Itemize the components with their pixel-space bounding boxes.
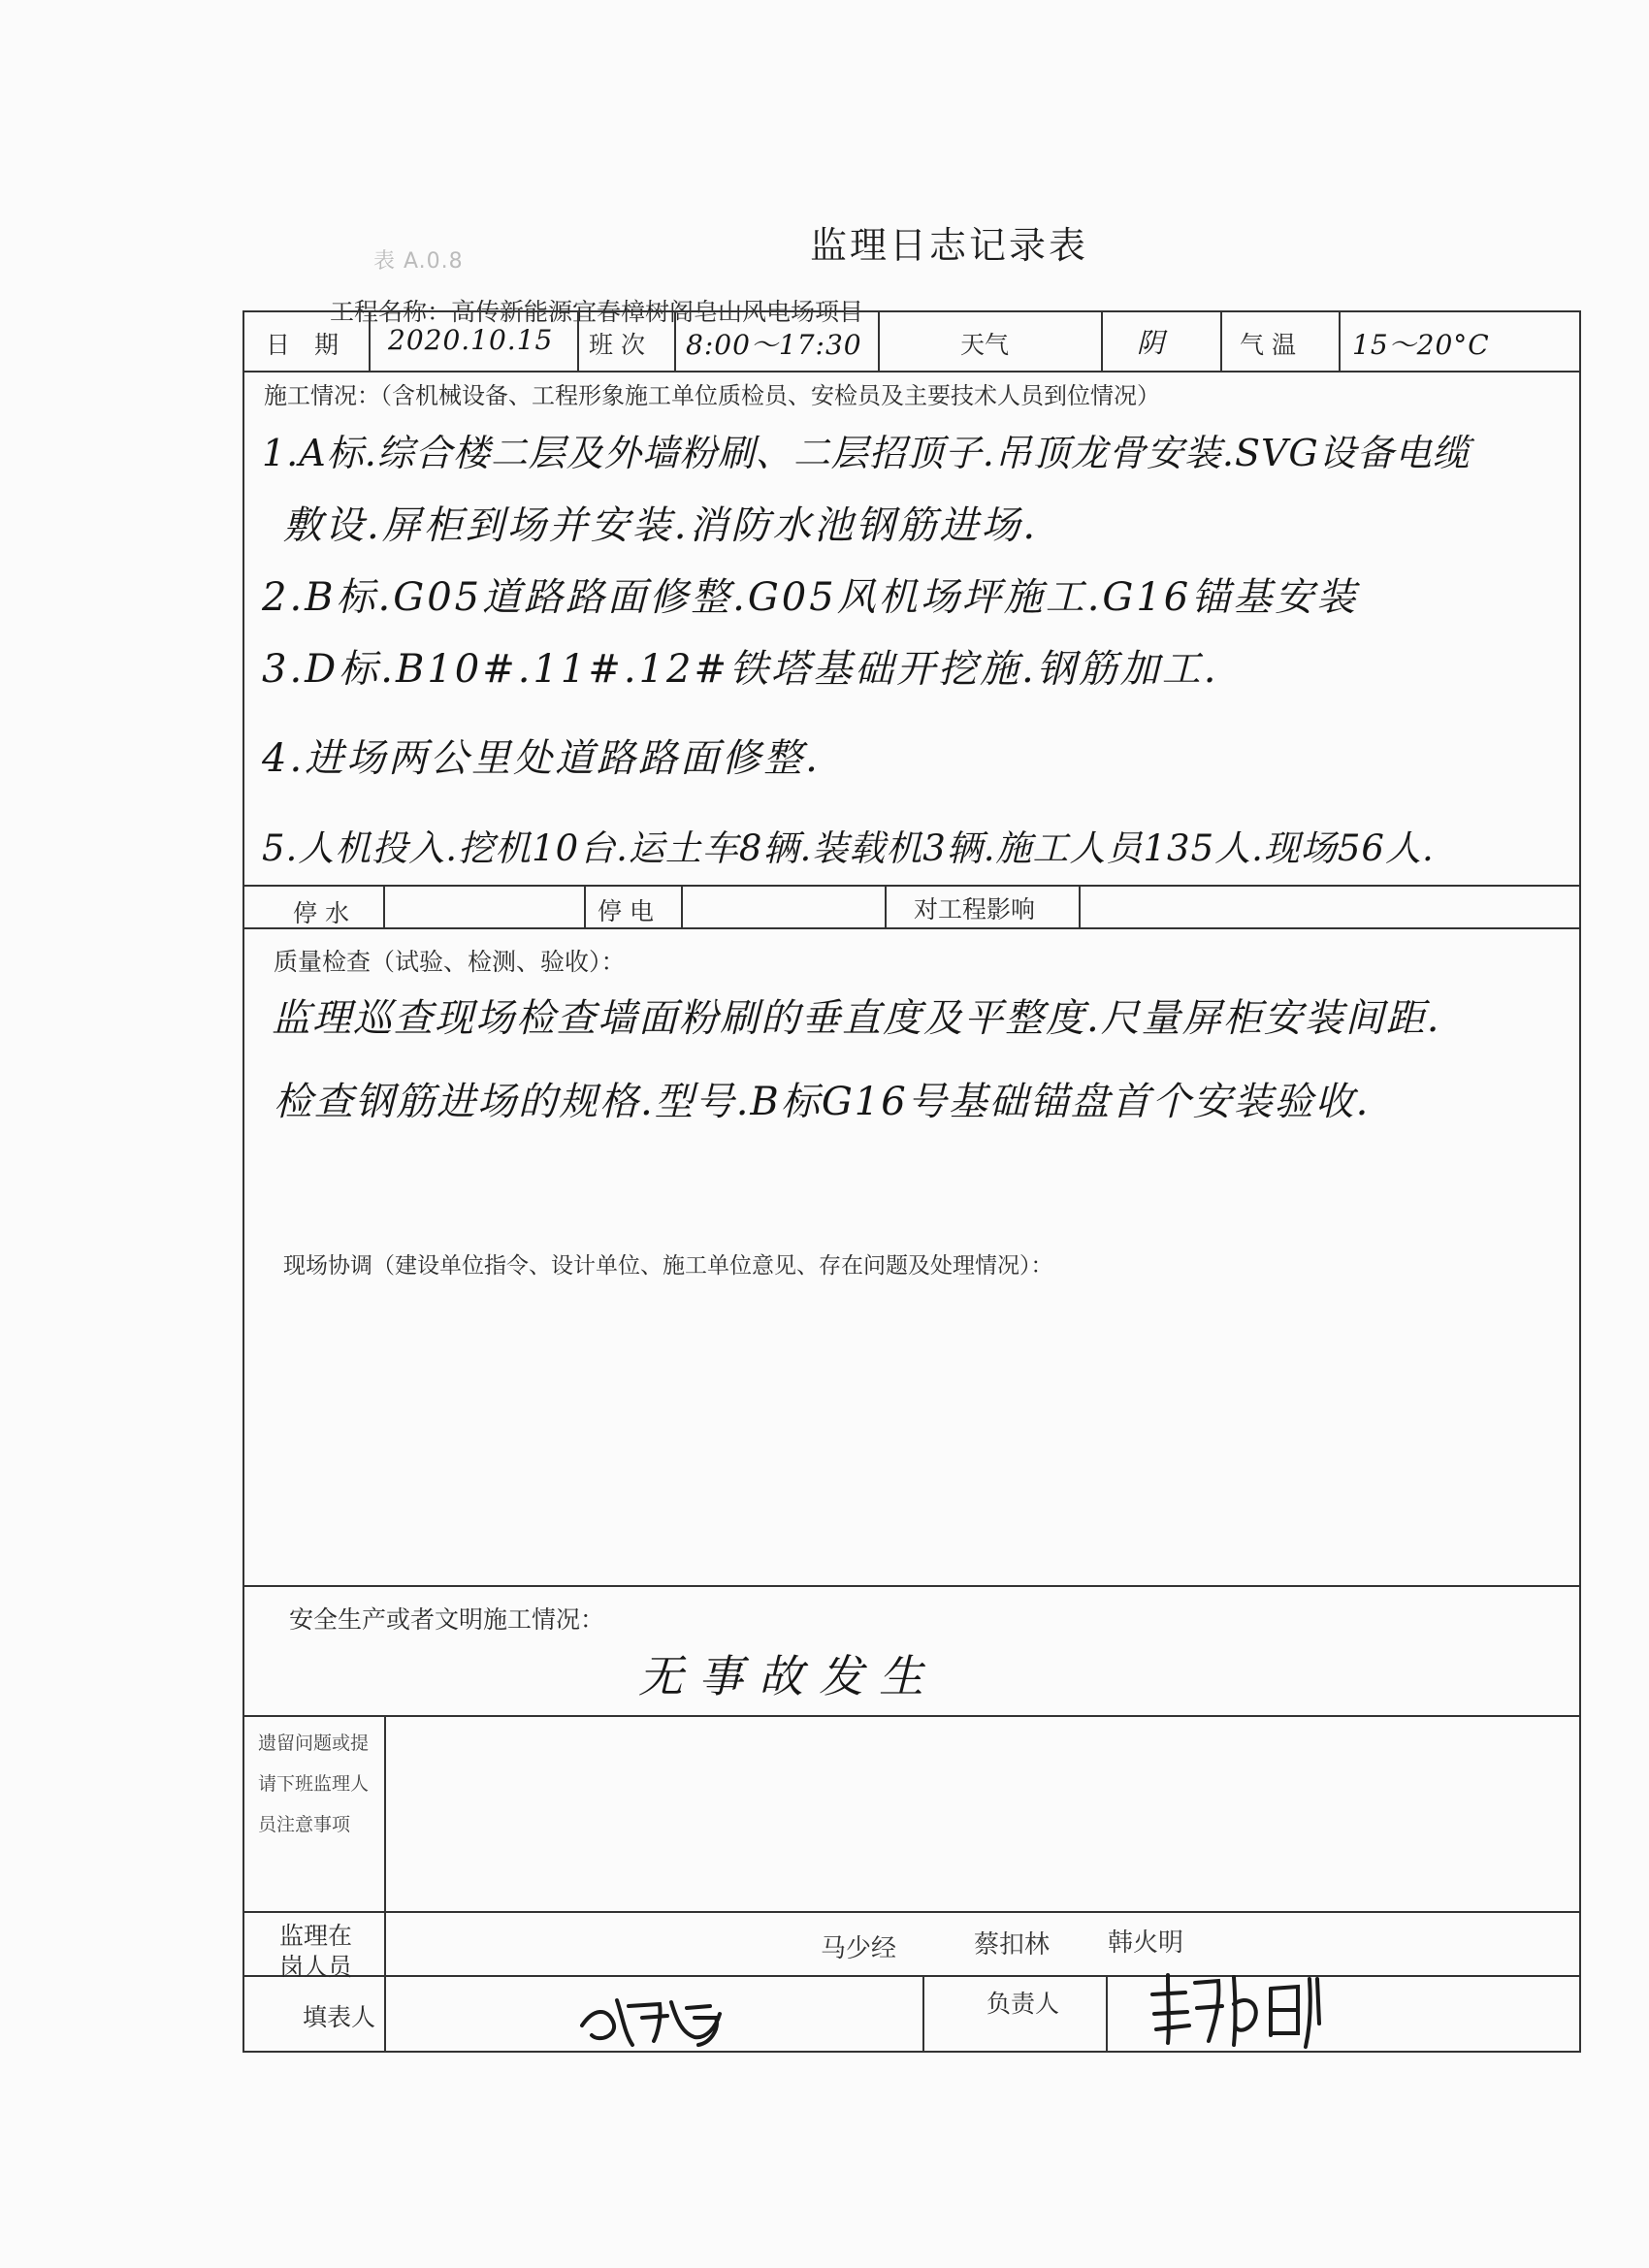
row-divider: [244, 1975, 1579, 1977]
shift-value: 8:00～17:30: [686, 329, 862, 361]
col-divider: [922, 1975, 924, 2053]
construction-line: 敷设.屏柜到场并安装.消防水池钢筋进场.: [283, 503, 1039, 548]
staff-name: 蔡扣林: [974, 1930, 1051, 1960]
staff-name: 韩火明: [1108, 1928, 1184, 1958]
filler-signature: [574, 1979, 749, 2053]
project-name: 工程名称：高传新能源宜春樟树阁皂山风电场项目: [330, 298, 864, 326]
col-divider: [577, 312, 579, 371]
construction-line: 2.B标.G05道路路面修整.G05风机场坪施工.G16锚基安装: [262, 575, 1359, 620]
quality-label: 质量检查（试验、检测、验收）：: [274, 948, 626, 976]
weather-value: 阴: [1137, 327, 1166, 359]
construction-line: 3.D标.B10#.11#.12#铁塔基础开挖施.钢筋加工.: [262, 647, 1219, 692]
quality-line: 监理巡查现场检查墙面粉刷的垂直度及平整度.尺量屏柜安装间距.: [272, 996, 1441, 1041]
form-code: 表 A.0.8: [373, 249, 464, 274]
construction-label: 施工情况：（含机械设备、工程形象施工单位质检员、安检员及主要技术人员到位情况）: [264, 382, 1160, 409]
coordination-label: 现场协调（建设单位指令、设计单位、施工单位意见、存在问题及处理情况）：: [283, 1253, 1053, 1279]
shift-label: 班 次: [589, 331, 645, 359]
safety-label: 安全生产或者文明施工情况：: [289, 1605, 605, 1634]
date-value: 2020.10.15: [388, 324, 554, 356]
row-divider: [244, 927, 1579, 929]
staff-label: 监理在岗人员: [279, 1922, 353, 1981]
col-divider: [1339, 312, 1341, 371]
col-divider: [384, 1715, 386, 2053]
filler-label: 填表人: [303, 2003, 376, 2031]
row-divider: [244, 1715, 1579, 1717]
col-divider: [885, 885, 887, 927]
responsible-signature: [1147, 1965, 1331, 2049]
safety-value: 无事故发生: [638, 1650, 939, 1702]
col-divider: [584, 885, 586, 927]
page-title: 监理日志记录表: [810, 224, 1089, 267]
construction-line: 1.A标.综合楼二层及外墙粉刷、二层招顶子.吊顶龙骨安装.SVG设备电缆: [262, 432, 1471, 474]
col-divider: [1101, 312, 1103, 371]
log-sheet: [242, 310, 1581, 2053]
col-divider: [383, 885, 385, 927]
construction-line: 4.进场两公里处道路路面修整.: [262, 736, 821, 781]
impact-label: 对工程影响: [914, 895, 1036, 923]
col-divider: [1220, 312, 1222, 371]
staff-name: 马少经: [821, 1934, 897, 1963]
col-divider: [674, 312, 676, 371]
water-outage-label: 停 水: [293, 899, 349, 927]
col-divider: [681, 885, 683, 927]
quality-line: 检查钢筋进场的规格.型号.B标G16号基础锚盘首个安装验收.: [274, 1080, 1371, 1124]
row-divider: [244, 1585, 1579, 1587]
temperature-value: 15～20°C: [1352, 329, 1490, 361]
col-divider: [369, 312, 371, 371]
temperature-label: 气 温: [1240, 331, 1296, 359]
row-divider: [244, 885, 1579, 887]
col-divider: [1106, 1975, 1108, 2053]
col-divider: [1079, 885, 1081, 927]
date-label: 日 期: [266, 331, 340, 359]
power-outage-label: 停 电: [598, 897, 654, 925]
col-divider: [878, 312, 880, 371]
weather-label: 天气: [960, 331, 1010, 359]
construction-line: 5.人机投入.挖机10台.运土车8辆.装载机3辆.施工人员135人.现场56人.: [262, 827, 1435, 869]
row-divider: [244, 1911, 1579, 1913]
row-divider: [244, 371, 1579, 373]
responsible-label: 负责人: [986, 1990, 1060, 2018]
remaining-issues-label: 遗留问题或提请下班监理人员注意事项: [258, 1733, 370, 1835]
